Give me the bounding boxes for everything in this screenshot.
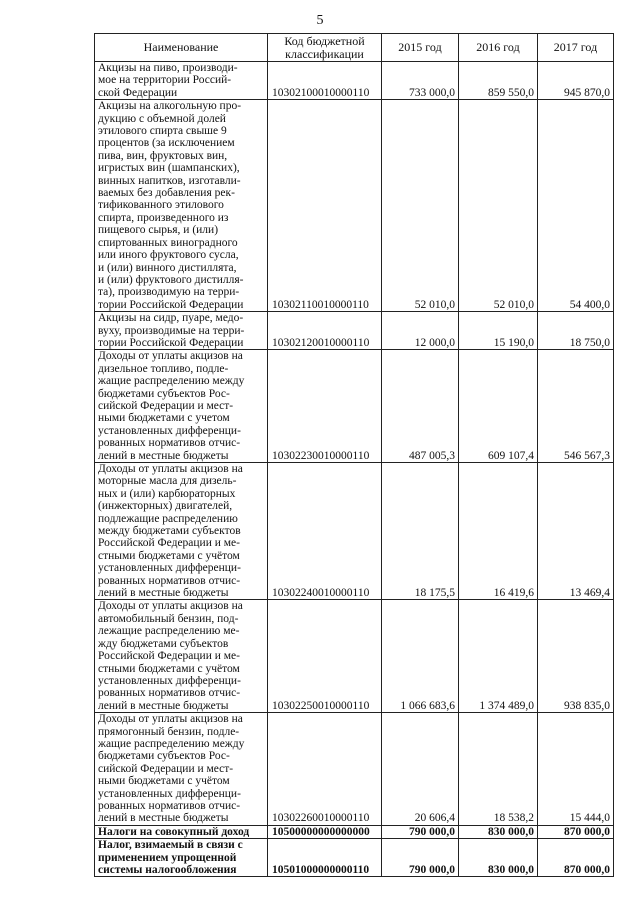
row-code: 10302230010000110 [268, 350, 382, 463]
row-value-2015: 52 010,0 [382, 100, 459, 312]
row-code: 10302240010000110 [268, 463, 382, 600]
row-value-2015: 18 175,5 [382, 463, 459, 600]
row-code: 10302250010000110 [268, 600, 382, 713]
row-name [95, 312, 268, 350]
row-name-text: Доходы от уплаты акцизов на дизельное топливо, подле- жащие распределению между бюджетами субъектов Рос- сийской Федерации и мест- ными бюджетами с учетом установленных дифференци- рованных нормативов отчис- лений в местные бюджеты [98, 350, 245, 462]
header-2016: 2016 год [459, 34, 538, 62]
header-2015: 2015 год [382, 34, 459, 62]
row-value-2016: 859 550,0 [459, 62, 538, 100]
row-value-2016: 1 374 489,0 [459, 600, 538, 713]
row-name [95, 600, 268, 713]
table-row [95, 839, 614, 877]
header-2017: 2017 год [538, 34, 614, 62]
table-row [95, 825, 614, 838]
row-code: 10302100010000110 [268, 62, 382, 100]
table-header-row [95, 34, 614, 62]
row-name-text: Доходы от уплаты акцизов на автомобильный бензин, под- лежащие распределению ме- жду бюджетами субъектов Российской Федерации и ме- стными бюджетами с учётом установленных дифференци- рованных нормативов отчис- лений в местные бюджеты [98, 600, 243, 712]
row-name [95, 62, 268, 100]
row-code: 10302260010000110 [268, 713, 382, 826]
row-value-2017: 938 835,0 [538, 600, 614, 713]
row-value-2015: 20 606,4 [382, 713, 459, 826]
row-name-text: Акцизы на алкогольную про- дукцию с объемной долей этилового спирта свыше 9 процентов (за исключением пива, вин, фруктовых вин, игристых вин (шампанских), винных напитков, изготавли- ваемых без добавления рек- тификованного этилового спирта, произведенного из пищевого сырья, и (или) спиртованных виноградного или иного фруктового сусла, и (или) винного дистиллята, и (или) фруктового дистилля- та), производимую на терри- тории Российской Федерации [98, 100, 244, 311]
row-value-2015: 12 000,0 [382, 312, 459, 350]
table-row [95, 62, 614, 100]
header-name: Наименование [95, 34, 268, 62]
row-code: 10302110010000110 [268, 100, 382, 312]
row-value-2016: 15 190,0 [459, 312, 538, 350]
row-code: 10302120010000110 [268, 312, 382, 350]
row-value-2015: 1 066 683,6 [382, 600, 459, 713]
table-row [95, 312, 614, 350]
row-name-text: Доходы от уплаты акцизов на прямогонный бензин, подле- жащие распределению между бюджетами субъектов Рос- сийской Федерации и мест- ными бюджетами с учётом установленных дифференци- рованных нормативов отчис- лений в местные бюджеты [98, 713, 245, 825]
table-row [95, 713, 614, 826]
row-value-2015: 790 000,0 [382, 825, 459, 838]
header-code: Код бюджетной классификации [268, 34, 382, 62]
row-name-text: Налоги на совокупный доход [98, 825, 250, 838]
row-name [95, 100, 268, 312]
row-name-text: Налог, взимаемый в связи с применением упрощенной системы налогообложения [98, 839, 243, 876]
row-name [95, 839, 268, 877]
row-value-2017: 18 750,0 [538, 312, 614, 350]
page-number: 5 [316, 13, 324, 28]
row-name-text: Доходы от уплаты акцизов на моторные масла для дизель- ных и (или) карбюраторных (инжекторных) двигателей, подлежащие распределению между бюджетами субъектов Российской Федерации и ме- стными бюджетами с учётом установленных дифференци- рованных нормативов отчис- лений в местные бюджеты [98, 463, 243, 600]
table-row [95, 600, 614, 713]
table-row [95, 100, 614, 312]
row-value-2017: 546 567,3 [538, 350, 614, 463]
row-value-2015: 487 005,3 [382, 350, 459, 463]
row-value-2017: 54 400,0 [538, 100, 614, 312]
row-value-2017: 945 870,0 [538, 62, 614, 100]
row-value-2016: 830 000,0 [459, 825, 538, 838]
row-value-2016: 16 419,6 [459, 463, 538, 600]
row-value-2016: 52 010,0 [459, 100, 538, 312]
row-name [95, 825, 268, 838]
row-name-text: Акцизы на сидр, пуаре, медо- вуху, производимые на терри- тории Российской Федерации [98, 312, 245, 349]
row-value-2015: 733 000,0 [382, 62, 459, 100]
row-value-2017: 13 469,4 [538, 463, 614, 600]
row-name-text: Акцизы на пиво, производи- мое на территории Россий- ской Федерации [98, 62, 238, 99]
row-name [95, 350, 268, 463]
row-value-2017: 870 000,0 [538, 825, 614, 838]
budget-revenue-table [94, 33, 614, 877]
row-code: 10500000000000000 [268, 825, 382, 838]
row-value-2016: 18 538,2 [459, 713, 538, 826]
row-value-2016: 830 000,0 [459, 839, 538, 877]
row-value-2017: 870 000,0 [538, 839, 614, 877]
row-value-2017: 15 444,0 [538, 713, 614, 826]
row-value-2015: 790 000,0 [382, 839, 459, 877]
table-row [95, 463, 614, 600]
row-name [95, 713, 268, 826]
row-value-2016: 609 107,4 [459, 350, 538, 463]
table-row [95, 350, 614, 463]
row-name [95, 463, 268, 600]
row-code: 10501000000000110 [268, 839, 382, 877]
